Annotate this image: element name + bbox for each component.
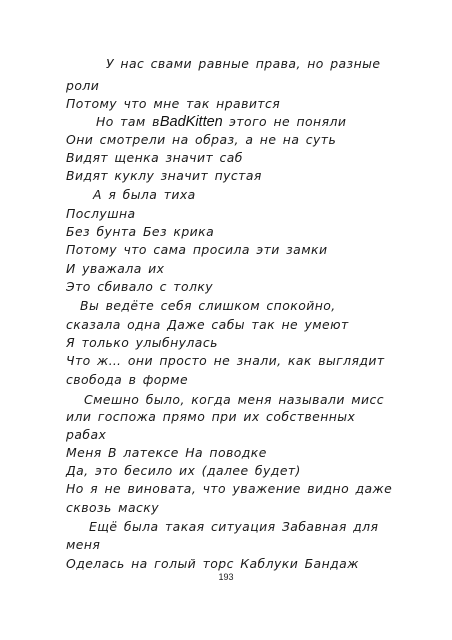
text-line-9: Послушна xyxy=(66,206,136,221)
text-line-7: Видят куклу значит пустая xyxy=(66,168,262,183)
text-line-4-start: Но там в xyxy=(96,114,160,129)
text-line-12: И уважала их xyxy=(66,261,165,276)
text-line-17: Что ж… они просто не знали, как выглядит xyxy=(66,353,385,368)
text-line-4-end: этого не поняли xyxy=(222,114,347,129)
text-line-13: Это сбивало с толку xyxy=(66,279,214,294)
text-line-8: А я была тиха xyxy=(93,187,196,202)
text-line-21: рабах xyxy=(66,427,107,442)
text-line-3: Потому что мне так нравится xyxy=(66,96,281,111)
text-line-25: сквозь маску xyxy=(66,500,159,515)
text-line-22: Меня В латексе На поводке xyxy=(66,445,267,460)
text-line-16: Я только улыбнулась xyxy=(66,335,218,350)
text-line-20: или госпожа прямо при их собственных xyxy=(66,409,356,424)
brand-name-badkitten: BadKitten xyxy=(159,114,223,130)
text-line-28: Оделась на голый торс Каблуки Бандаж xyxy=(66,556,359,571)
text-line-15: сказала одна Даже сабы так не умеют xyxy=(66,317,349,332)
text-line-1: У нас свами равные права, но разные xyxy=(106,56,381,71)
text-line-6: Видят щенка значит саб xyxy=(66,150,243,165)
page-number: 193 xyxy=(218,572,234,582)
text-line-27: меня xyxy=(66,537,101,552)
text-line-26: Ещё была такая ситуация Забавная для xyxy=(89,519,379,534)
text-line-11: Потому что сама просила эти замки xyxy=(66,242,328,257)
text-line-10: Без бунта Без крика xyxy=(66,224,215,239)
text-line-18: свобода в форме xyxy=(66,372,189,387)
text-line-2: роли xyxy=(66,78,100,93)
text-line-5: Они смотрели на образ, а не на суть xyxy=(66,132,337,147)
text-line-14: Вы ведёте себя слишком спокойно, xyxy=(80,298,336,313)
text-line-4 xyxy=(96,114,346,130)
text-line-24: Но я не виновата, что уважение видно даже xyxy=(66,481,393,496)
text-line-23: Да, это бесило их (далее будет) xyxy=(66,463,301,478)
text-line-19: Смешно было, когда меня называли мисс xyxy=(84,392,385,407)
